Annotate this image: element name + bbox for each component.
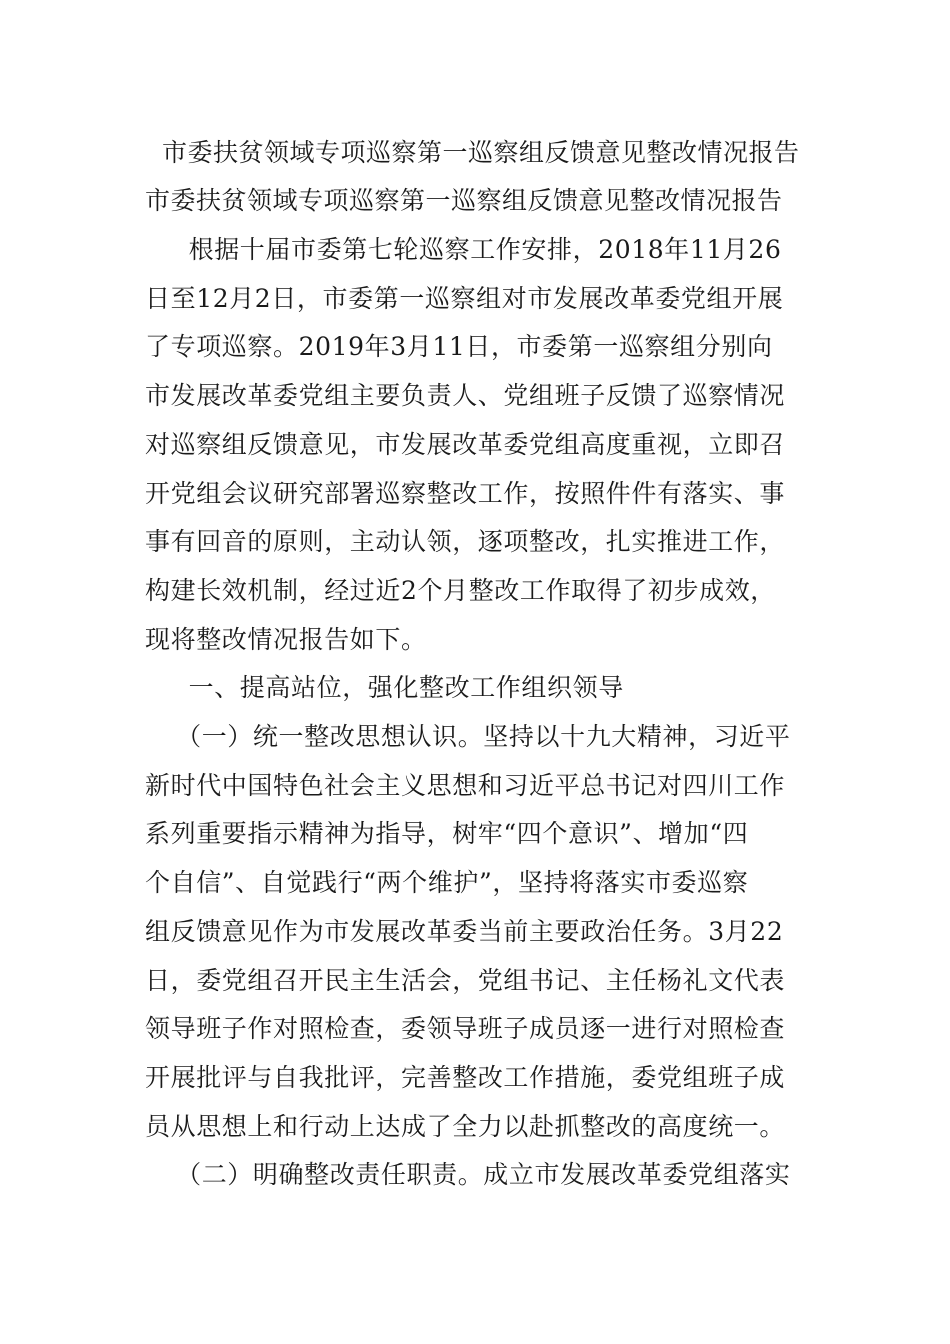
- body-line: 了专项巡察。2019年3月11日，市委第一巡察组分别向: [145, 332, 773, 362]
- body-line: 根据十届市委第七轮巡察工作安排，2018年11月26: [163, 235, 782, 264]
- body-line: 市发展改革委党组主要负责人、党组班子反馈了巡察情况: [145, 381, 786, 411]
- body-line: 一、提高站位，强化整改工作组织领导: [163, 673, 624, 703]
- body-line: 构建长效机制，经过近2个月整改工作取得了初步成效，: [145, 575, 776, 605]
- body-line: 现将整改情况报告如下。: [145, 624, 427, 654]
- body-line: （一）统一整改思想认识。坚持以十九大精神，习近平: [163, 722, 791, 751]
- body-line: 系列重要指示精神为指导，树牢“四个意识”、增加“四: [145, 819, 749, 849]
- body-line: 事有回音的原则，主动认领，逐项整改，扎实推进工作，: [145, 527, 786, 557]
- body-line: 个自信”、自觉践行“两个维护”，坚持将落实市委巡察: [145, 868, 749, 898]
- body-line: 新时代中国特色社会主义思想和习近平总书记对四川工作: [145, 770, 786, 800]
- document-title-line-2: 市委扶贫领域专项巡察第一巡察组反馈意见整改情况报告: [145, 186, 783, 215]
- body-line: 开展批评与自我批评，完善整改工作措施，委党组班子成: [145, 1062, 786, 1092]
- body-line: 员从思想上和行动上达成了全力以赴抓整改的高度统一。: [145, 1111, 786, 1141]
- body-line: 领导班子作对照检查，委领导班子成员逐一进行对照检查: [145, 1014, 786, 1044]
- body-line: 对巡察组反馈意见，市发展改革委党组高度重视，立即召: [145, 429, 786, 459]
- body-line: 开党组会议研究部署巡察整改工作，按照件件有落实、事: [145, 478, 786, 508]
- body-line: 日，委党组召开民主生活会，党组书记、主任杨礼文代表: [145, 965, 786, 995]
- body-line: 组反馈意见作为市发展改革委当前主要政治任务。3月22: [145, 916, 784, 946]
- body-line: 日至12月2日，市委第一巡察组对市发展改革委党组开展: [145, 283, 784, 313]
- body-line: （二）明确整改责任职责。成立市发展改革委党组落实: [163, 1160, 791, 1190]
- document-title-line-1: 市委扶贫领域专项巡察第一巡察组反馈意见整改情况报告: [162, 138, 800, 167]
